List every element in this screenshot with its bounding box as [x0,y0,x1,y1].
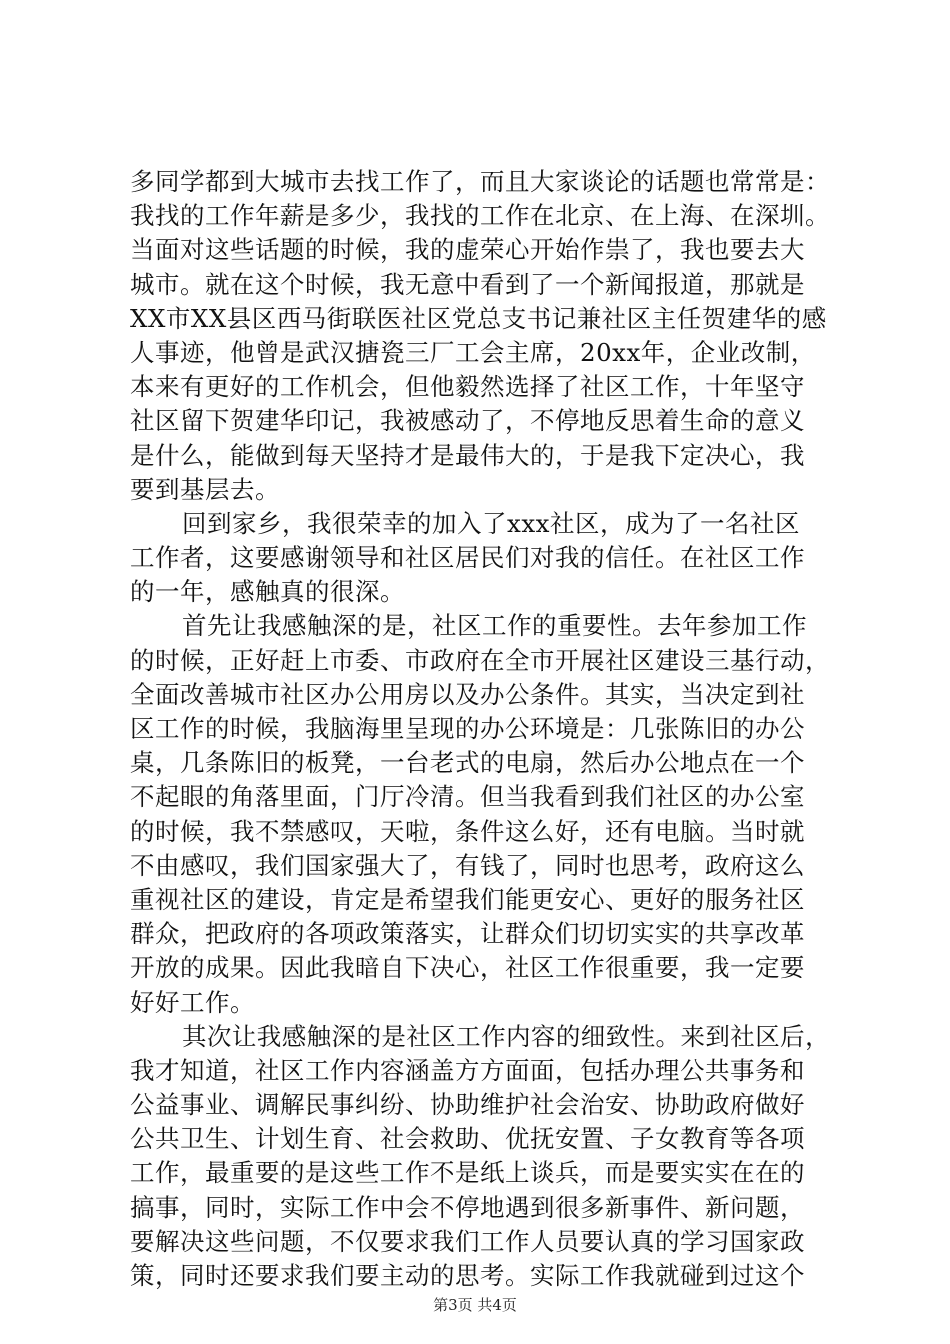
text-line: 首先让我感触深的是，社区工作的重要性。去年参加工作 [182,611,807,641]
text-line: 策，同时还要求我们要主动的思考。实际工作我就碰到过这个 [130,1261,805,1290]
text-line: 的时候，我不禁感叹，天啦，条件这么好，还有电脑。当时就 [130,816,805,846]
text-line: 要到基层去。 [130,474,280,504]
text-line: 人事迹，他曾是武汉搪瓷三厂工会主席，20xx年，企业改制， [130,337,816,367]
text-line: 工作者，这要感谢领导和社区居民们对我的信任。在社区工作 [130,543,805,573]
text-line: 本来有更好的工作机会，但他毅然选择了社区工作，十年坚守 [130,372,805,402]
text-line: 工作，最重要的是这些工作不是纸上谈兵，而是要实实在在的 [130,1158,805,1188]
text-line: 要解决这些问题，不仅要求我们工作人员要认真的学习国家政 [130,1226,805,1256]
text-line: 群众，把政府的各项政策落实，让群众们切切实实的共享改革 [130,919,805,949]
text-line: 社区留下贺建华印记，我被感动了，不停地反思着生命的意义 [130,406,805,436]
text-line: 开放的成果。因此我暗自下决心，社区工作很重要，我一定要 [130,953,805,983]
text-line: 全面改善城市社区办公用房以及办公条件。其实，当决定到社 [130,679,805,709]
text-line: 城市。就在这个时候，我无意中看到了一个新闻报道，那就是 [130,269,805,299]
text-line: 公益事业、调解民事纠纷、协助维护社会治安、协助政府做好 [130,1090,805,1120]
text-line: 搞事，同时，实际工作中会不停地遇到很多新事件、新问题， [130,1192,805,1222]
text-line: 公共卫生、计划生育、社会救助、优抚安置、子女教育等各项 [130,1124,805,1154]
text-line: 不起眼的角落里面，门厅冷清。但当我看到我们社区的办公室 [130,782,805,812]
text-line: XX市XX县区西马街联医社区党总支书记兼社区主任贺建华的感 [130,303,827,333]
text-line: 的一年，感触真的很深。 [130,577,405,607]
text-line: 桌，几条陈旧的板凳，一台老式的电扇，然后办公地点在一个 [130,748,805,778]
page-footer: 第3页 共4页 [433,1296,517,1314]
text-line: 是什么，能做到每天坚持才是最伟大的，于是我下定决心，我 [130,440,805,470]
text-line: 好好工作。 [130,987,255,1017]
text-line: 我才知道，社区工作内容涵盖方方面面，包括办理公共事务和 [130,1055,805,1085]
text-line: 我找的工作年薪是多少，我找的工作在北京、在上海、在深圳。 [130,201,830,231]
body-text [130,165,830,1293]
text-line: 不由感叹，我们国家强大了，有钱了，同时也思考，政府这么 [130,850,805,880]
text-line: 回到家乡，我很荣幸的加入了xxx社区，成为了一名社区 [182,508,800,538]
text-line: 的时候，正好赶上市委、市政府在全市开展社区建设三基行动， [130,645,830,675]
text-line: 其次让我感触深的是社区工作内容的细致性。来到社区后， [182,1021,830,1051]
text-line: 重视社区的建设，肯定是希望我们能更安心、更好的服务社区 [130,884,805,914]
text-line: 当面对这些话题的时候，我的虚荣心开始作祟了，我也要去大 [130,235,805,265]
text-line: 多同学都到大城市去找工作了，而且大家谈论的话题也常常是： [130,167,830,196]
text-line: 区工作的时候，我脑海里呈现的办公环境是：几张陈旧的办公 [130,714,805,743]
